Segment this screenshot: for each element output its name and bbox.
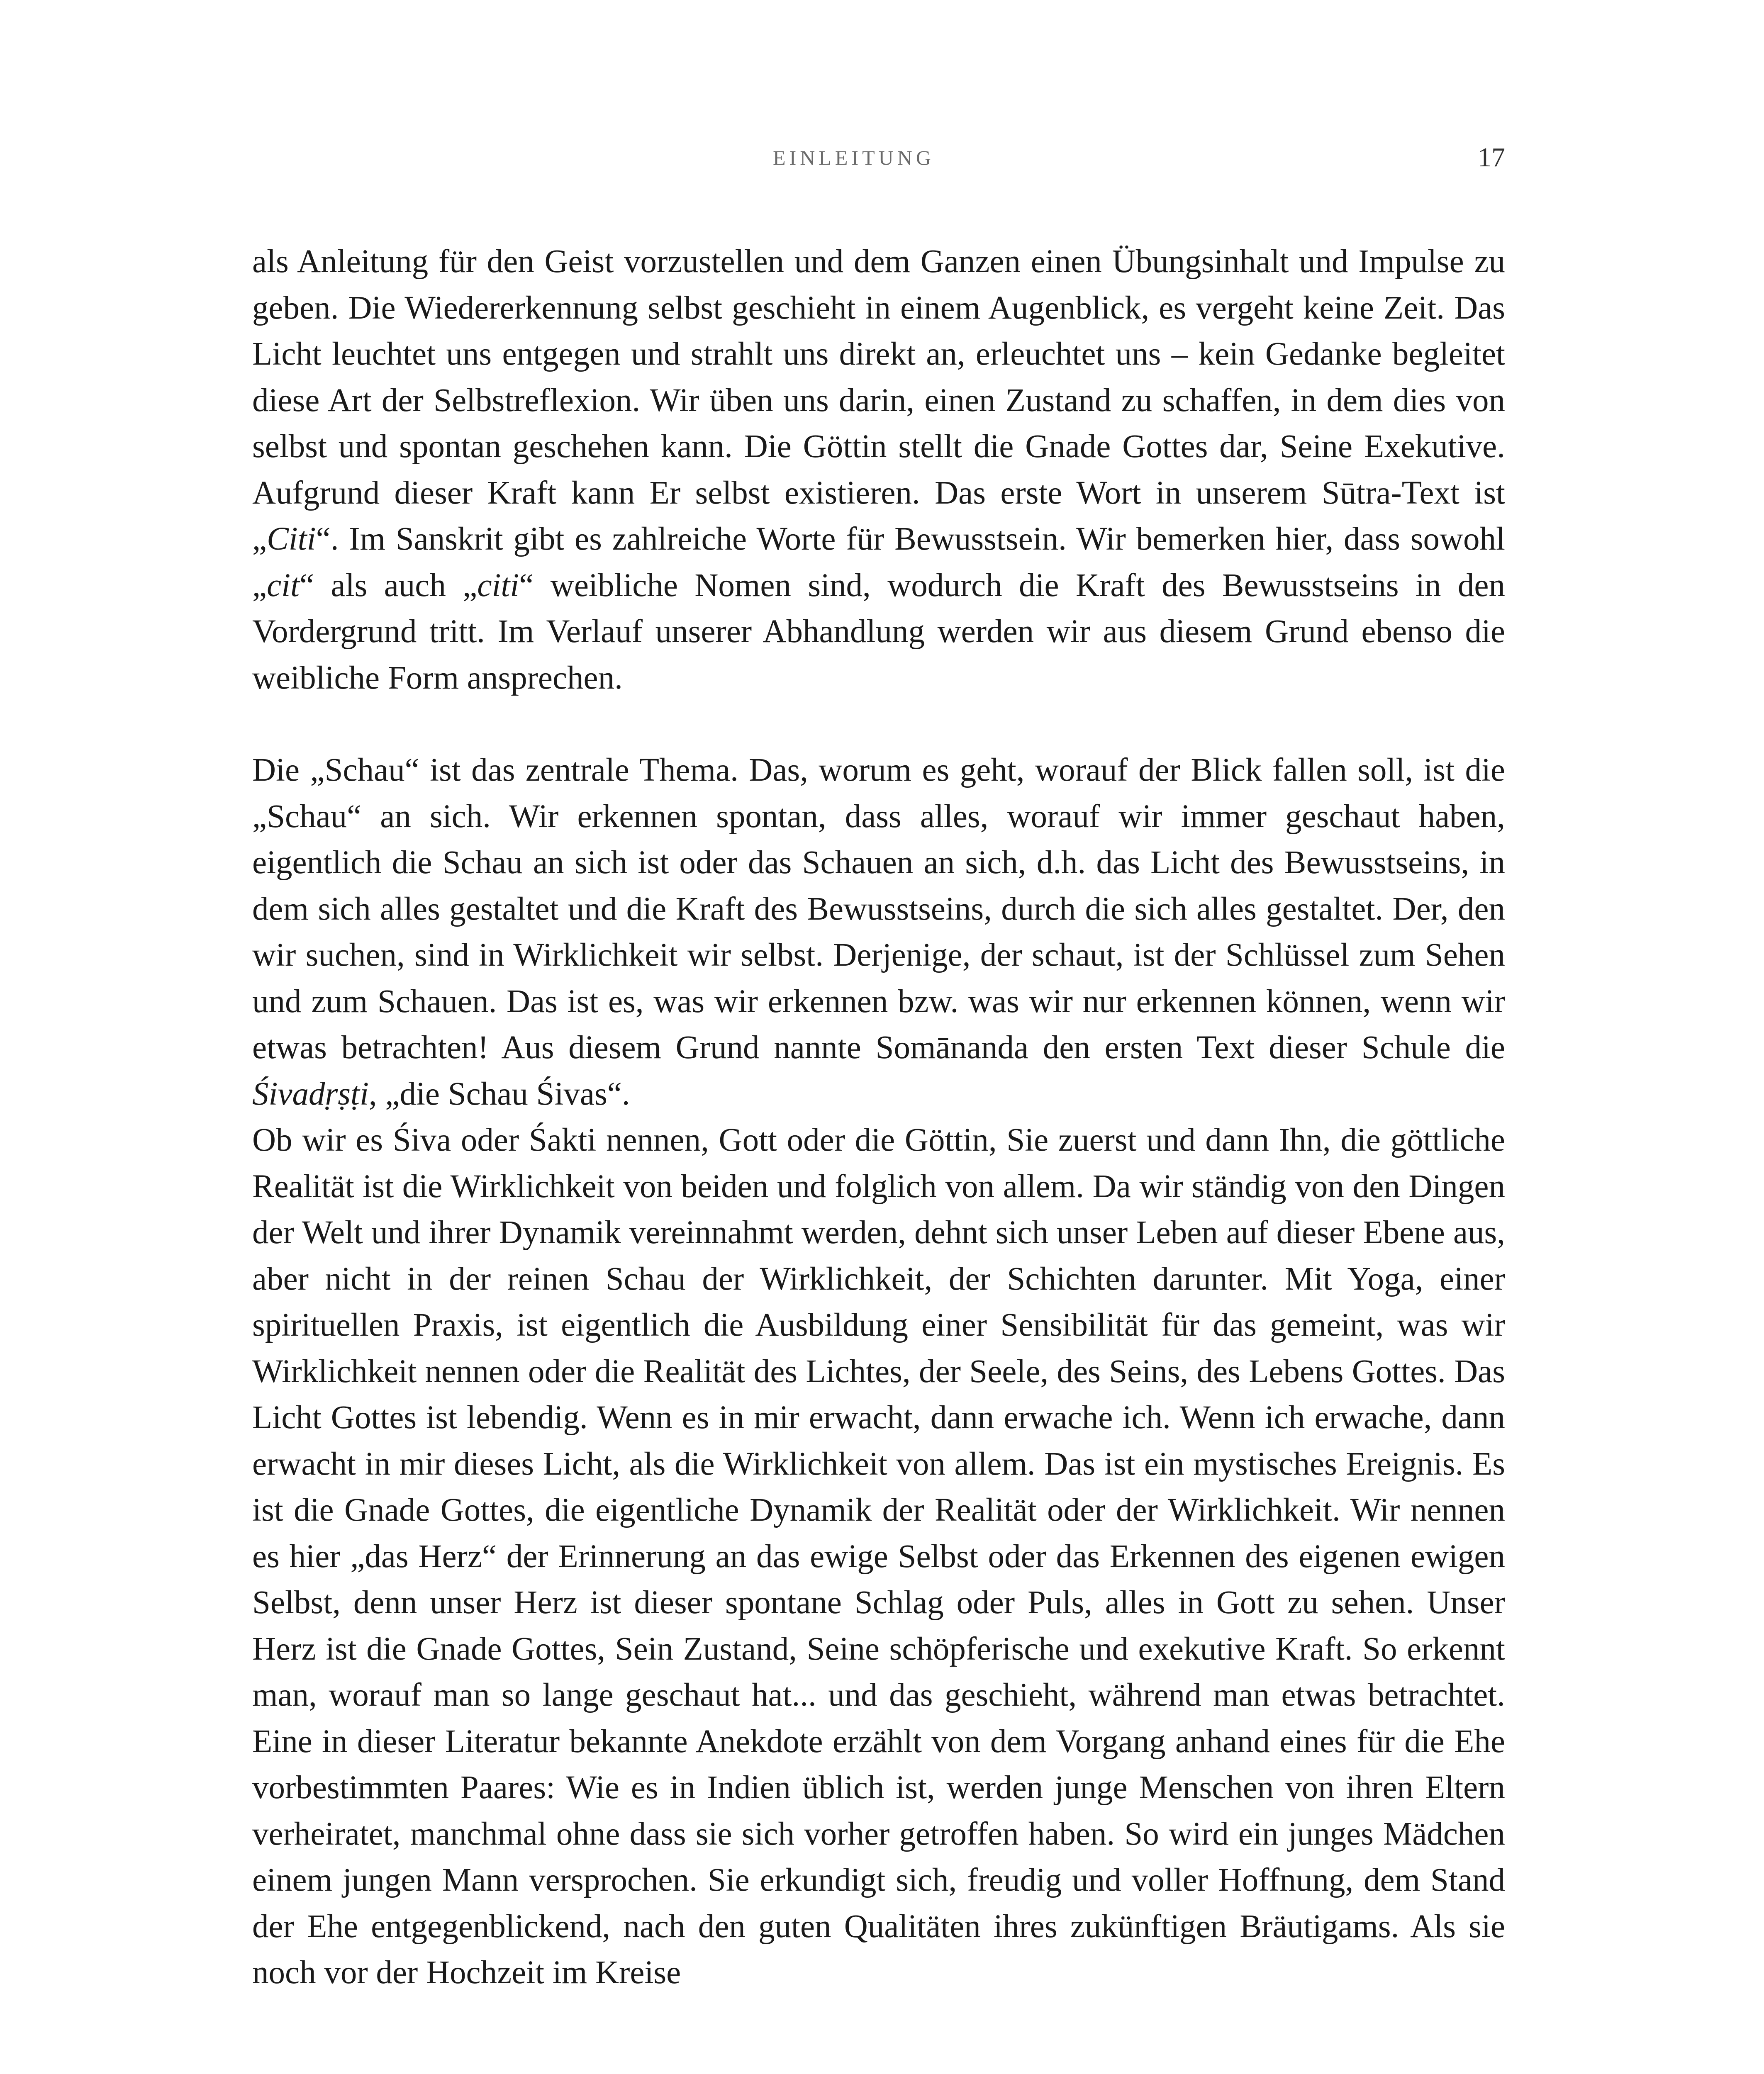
paragraph-1-text-2: “. Im Sanskrit gibt es zahlreiche Worte für Bewusstsein. Wir bemerken hier, dass sowohl „ — [252, 521, 1505, 604]
page-number: 17 — [1478, 142, 1505, 173]
body-text — [252, 239, 1505, 1996]
paragraph-1-text-1: als Anleitung für den Geist vorzustellen und dem Ganzen einen Übungsinhalt und Impulse zu geben. Die Wiedererkennung selbst geschieht in einem Augenblick, es vergeht keine Zeit. Das Licht leuchtet uns entgegen und strahlt uns direkt an, erleuchtet uns – kein Gedanke begleitet diese Art der Selbstreflexion. Wir üben uns darin, einen Zustand zu schaffen, in dem dies von selbst und spontan geschehen kann. Die Göttin stellt die Gnade Gottes dar, Seine Exekutive. Aufgrund dieser Kraft kann Er selbst existieren. Das erste Wort in unserem Sūtra-Text ist „ — [252, 243, 1505, 557]
paragraph-1-text-3: “ als auch „ — [300, 567, 478, 604]
term-cit: cit — [267, 567, 300, 604]
paragraph-1-text-4: “ weibliche Nomen sind, wodurch die Kraft des Bewusstseins in den Vordergrund tritt. Im Verlauf unserer Abhandlung werden wir aus diesem Grund ebenso die weibliche Form ansprechen. — [252, 567, 1505, 696]
paragraph-3: Ob wir es Śiva oder Śakti nennen, Gott oder die Göttin, Sie zuerst und dann Ihn, die göttliche Realität ist die Wirklichkeit von beiden und folglich von allem. Da wir ständig von den Dingen der Welt und ihrer Dynamik vereinnahmt werden, dehnt sich unser Leben auf dieser Ebene aus, aber nicht in der reinen Schau der Wirklichkeit, der Schichten darunter. Mit Yoga, einer spirituellen Praxis, ist eigentlich die Ausbildung einer Sensibilität für das gemeint, was wir Wirklichkeit nennen oder die Realität des Lichtes, der Seele, des Seins, des Lebens Gottes. Das Licht Gottes ist lebendig. Wenn es in mir erwacht, dann erwache ich. Wenn ich erwache, dann erwacht in mir dieses Licht, als die Wirklichkeit von allem. Das ist ein mystisches Ereignis. Es ist die Gnade Gottes, die eigentliche Dynamik der Realität oder der Wirklichkeit. Wir nennen es hier „das Herz“ der Erinnerung an das ewige Selbst oder das Erkennen des eigenen ewigen Selbst, denn unser Herz ist dieser spontane Schlag oder Puls, alles in Gott zu sehen. Unser Herz ist die Gnade Gottes, Sein Zustand, Seine schöpferische und exekutive Kraft. So erkennt man, worauf man so lange geschaut hat... und das geschieht, während man etwas betrachtet. Eine in dieser Literatur bekannte Anekdote erzählt von dem Vorgang anhand eines für die Ehe vorbestimmten Paares: Wie es in Indien üblich ist, werden junge Menschen von ihren Eltern verheiratet, manchmal ohne dass sie sich vorher getroffen haben. So wird ein junges Mädchen einem jungen Mann versprochen. Sie erkundigt sich, freudig und voller Hoffnung, dem Stand der Ehe entgegenblickend, nach den guten Qualitäten ihres zukünftigen Bräutigams. Als sie noch vor der Hochzeit im Kreise — [252, 1122, 1505, 1991]
running-header — [252, 137, 1505, 178]
term-sivadrsti: Śivadṛṣṭi — [252, 1076, 369, 1112]
paragraph-1 — [252, 239, 1505, 701]
paragraph-2-text-1: Die „Schau“ ist das zentrale Thema. Das, worum es geht, worauf der Blick fallen soll, ist die „Schau“ an sich. Wir erkennen spontan, dass alles, worauf wir immer geschaut haben, eigentlich die Schau an sich ist oder das Schauen an sich, d.h. das Licht des Bewusstseins, in dem sich alles gestaltet und die Kraft des Bewusstseins, durch die sich alles gestaltet. Der, den wir suchen, sind in Wirklichkeit wir selbst. Derjenige, der schaut, ist der Schlüssel zum Sehen und zum Schauen. Das ist es, was wir erkennen bzw. was wir nur erkennen können, wenn wir etwas betrachten! Aus diesem Grund nannte Somānanda den ersten Text dieser Schule die — [252, 752, 1505, 1066]
term-citi-lowercase: citi — [477, 567, 519, 604]
running-title: EINLEITUNG — [773, 146, 935, 169]
term-citi: Citi — [267, 521, 316, 557]
paragraph-2-text-2: , „die Schau Śivas“. — [368, 1076, 630, 1112]
paragraph-2 — [252, 747, 1505, 1117]
